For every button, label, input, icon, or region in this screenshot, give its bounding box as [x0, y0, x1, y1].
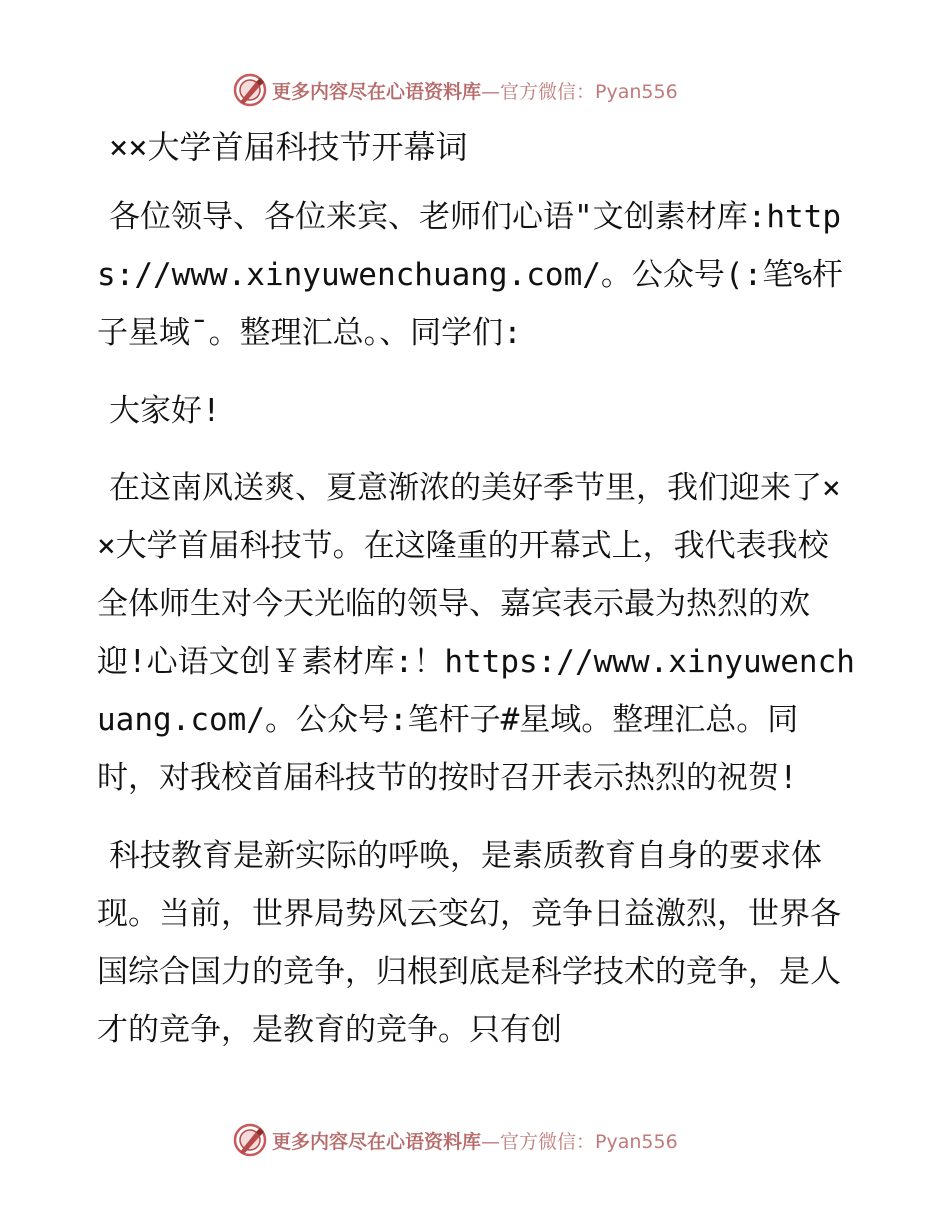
header-banner: [232, 70, 732, 110]
paragraph-text: 各位领导、各位来宾、老师们心语"文创素材库:https://www.xinyuwenchuang.com/。公众号(:笔%杆子星域¯。整理汇总。、同学们:: [97, 199, 843, 351]
paragraph-text: 科技教育是新实际的呼唤，是素质教育自身的要求体现。当前，世界局势风云变幻，竞争日益激烈，世界各国综合国力的竞争，归根到底是科学技术的竞争，是人才的竞争，是教育的竞争。只有创: [97, 838, 841, 1048]
header-banner-main: 更多内容尽在心语资料库: [272, 80, 482, 103]
footer-banner-tail: —官方微信：Pyan556: [481, 1130, 678, 1153]
header-banner-tail: —官方微信：Pyan556: [481, 80, 678, 103]
paragraph-text: 大家好!: [109, 393, 221, 429]
paragraph-text: 在这南风送爽、夏意渐浓的美好季节里，我们迎来了××大学首届科技节。在这隆重的开幕式上，我代表我校全体师生对今天光临的领导、嘉宾表示最为热烈的欢迎!心语文创￥素材库:！https://www.xinyuwenchuang.com/。公众号:笔杆子#星域。整理汇总。同时，对我校首届科技节的按时召开表示热烈的祝贺!: [97, 470, 855, 796]
pen-logo-icon: [232, 1122, 268, 1158]
header-banner-text: [272, 77, 678, 104]
paragraph-welcome: [97, 459, 857, 807]
pen-logo-icon: [232, 72, 268, 108]
paragraph-hello: [97, 382, 857, 440]
footer-banner-main: 更多内容尽在心语资料库: [272, 1130, 482, 1153]
paragraph-science-education: [97, 827, 857, 1059]
footer-banner-text: [272, 1127, 678, 1154]
paragraph-greeting-audience: [97, 188, 857, 362]
document-title: ××大学首届科技节开幕词: [109, 128, 468, 166]
document-body: [97, 118, 857, 1059]
footer-banner: [232, 1120, 732, 1160]
